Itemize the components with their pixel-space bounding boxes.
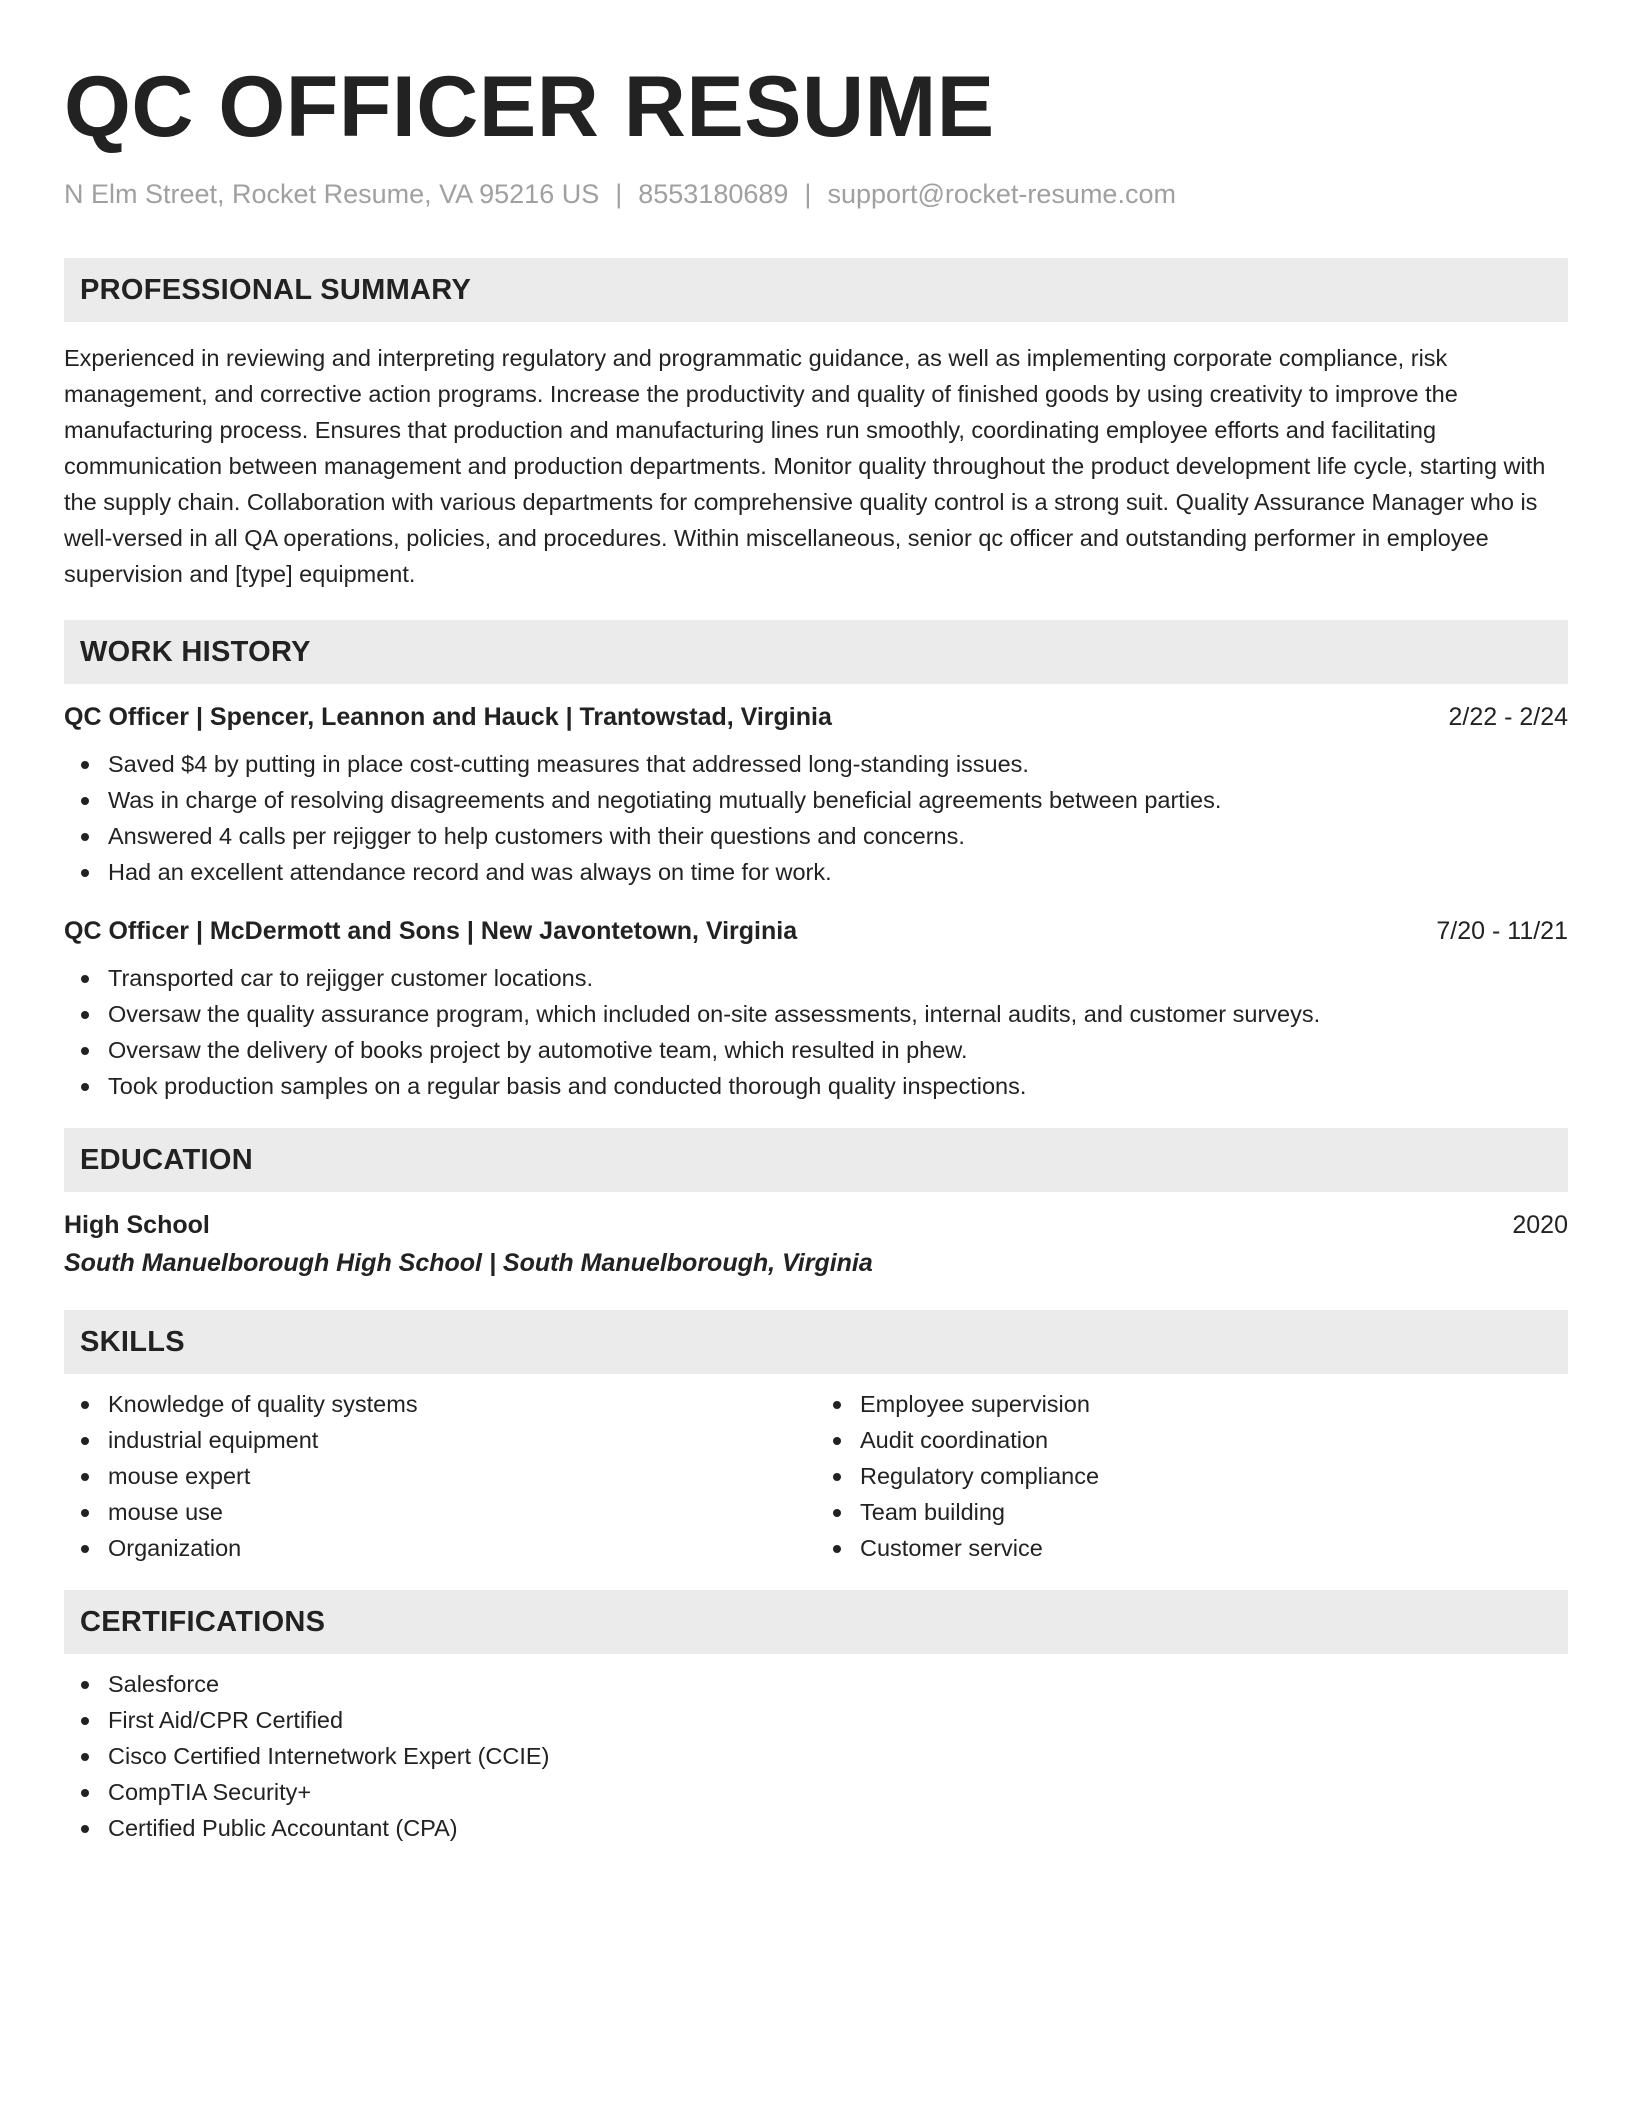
job-dates: 2/22 - 2/24 (1448, 703, 1568, 732)
list-item: Was in charge of resolving disagreements and negotiating mutually beneficial agreements between parties. (64, 782, 1568, 818)
contact-line (64, 178, 1568, 210)
job-entry (64, 700, 1568, 890)
job-header (64, 914, 1568, 948)
section-header-summary: PROFESSIONAL SUMMARY (64, 258, 1568, 322)
certification-item: Certified Public Accountant (CPA) (64, 1810, 1568, 1846)
certifications-list (64, 1666, 1568, 1846)
skill-item: Employee supervision (816, 1386, 1568, 1422)
section-header-work-history: WORK HISTORY (64, 620, 1568, 684)
section-header-skills: SKILLS (64, 1310, 1568, 1374)
contact-separator: | (615, 179, 623, 209)
skill-item: mouse use (64, 1494, 816, 1530)
education-school: South Manuelborough High School | South Manuelborough, Virginia (64, 1249, 873, 1278)
job-dates: 7/20 - 11/21 (1436, 917, 1568, 946)
skill-item: Regulatory compliance (816, 1458, 1568, 1494)
list-item: Oversaw the delivery of books project by automotive team, which resulted in phew. (64, 1032, 1568, 1068)
certification-item: First Aid/CPR Certified (64, 1702, 1568, 1738)
skill-item: Organization (64, 1530, 816, 1566)
contact-separator: | (804, 179, 812, 209)
skill-item: Customer service (816, 1530, 1568, 1566)
skill-item: Audit coordination (816, 1422, 1568, 1458)
skills-column-right (816, 1386, 1568, 1566)
job-bullets (64, 960, 1568, 1104)
resume-title: QC OFFICER RESUME (64, 59, 995, 155)
skill-item: Team building (816, 1494, 1568, 1530)
skills-grid (64, 1386, 1568, 1566)
certification-item: Cisco Certified Internetwork Expert (CCIE) (64, 1738, 1568, 1774)
job-heading: QC Officer | Spencer, Leannon and Hauck | Trantowstad, Virginia (64, 703, 832, 732)
section-header-certifications: CERTIFICATIONS (64, 1590, 1568, 1654)
education-header (64, 1208, 1568, 1242)
skills-column-left (64, 1386, 816, 1566)
list-item: Answered 4 calls per rejigger to help customers with their questions and concerns. (64, 818, 1568, 854)
summary-text: Experienced in reviewing and interpreting regulatory and programmatic guidance, as well as implementing corporate compliance, risk management, and corrective action programs. Increase the productivity and quality of finished goods by using creativity to improve the manufacturing process. Ensures that production and manufacturing lines run smoothly, coordinating employee efforts and facilitating communication between management and production departments. Monitor quality throughout the product development life cycle, starting with the supply chain. Collaboration with various departments for comprehensive quality control is a strong suit. Quality Assurance Manager who is well-versed in all QA operations, policies, and procedures. Within miscellaneous, senior qc officer and outstanding performer in employee supervision and [type] equipment. (64, 345, 1546, 588)
job-header (64, 700, 1568, 734)
education-degree: High School (64, 1211, 210, 1240)
education-year: 2020 (1512, 1211, 1568, 1240)
contact-phone: 8553180689 (638, 179, 789, 209)
list-item: Saved $4 by putting in place cost-cutting measures that addressed long-standing issues. (64, 746, 1568, 782)
section-header-education: EDUCATION (64, 1128, 1568, 1192)
skill-item: mouse expert (64, 1458, 816, 1494)
list-item: Transported car to rejigger customer locations. (64, 960, 1568, 996)
skill-item: Knowledge of quality systems (64, 1386, 816, 1422)
education-entry (64, 1208, 1568, 1280)
job-heading: QC Officer | McDermott and Sons | New Javontetown, Virginia (64, 917, 798, 946)
certification-item: CompTIA Security+ (64, 1774, 1568, 1810)
job-entry (64, 914, 1568, 1104)
contact-address: N Elm Street, Rocket Resume, VA 95216 US (64, 179, 600, 209)
certification-item: Salesforce (64, 1666, 1568, 1702)
list-item: Took production samples on a regular basis and conducted thorough quality inspections. (64, 1068, 1568, 1104)
list-item: Oversaw the quality assurance program, which included on-site assessments, internal audits, and customer surveys. (64, 996, 1568, 1032)
job-bullets (64, 746, 1568, 890)
skill-item: industrial equipment (64, 1422, 816, 1458)
list-item: Had an excellent attendance record and was always on time for work. (64, 854, 1568, 890)
contact-email: support@rocket-resume.com (827, 179, 1176, 209)
